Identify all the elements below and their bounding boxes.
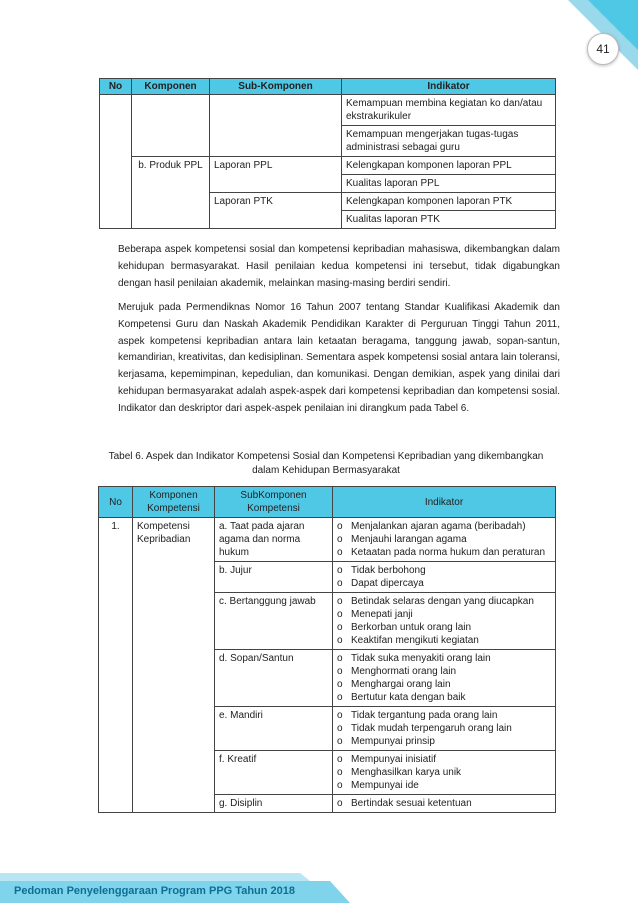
cell-subkomponen: f. Kreatif (215, 751, 333, 795)
indicator-item: o Berkorban untuk orang lain (337, 621, 551, 634)
indicator-item: o Menghormati orang lain (337, 665, 551, 678)
indicator-list (337, 709, 551, 748)
cell-indikator: Kemampuan membina kegiatan ko dan/atau ekstrakurikuler (342, 95, 556, 126)
footer-title: Pedoman Penyelenggaraan Program PPG Tahun 2018 (14, 885, 295, 897)
indicator-list (337, 652, 551, 704)
indicator-list (337, 520, 551, 559)
indicator-list (337, 564, 551, 590)
table-header-row (100, 79, 556, 95)
cell-subkomponen: d. Sopan/Santun (215, 650, 333, 707)
cell-sub-komponen (210, 95, 342, 157)
indicator-item: o Menghasilkan karya unik (337, 766, 551, 779)
indicator-item: o Tidak mudah terpengaruh orang lain (337, 722, 551, 735)
indicator-item: o Keaktifan mengikuti kegiatan (337, 634, 551, 647)
header-indikator: Indikator (333, 487, 556, 518)
cell-indikator (333, 707, 556, 751)
indicator-item: o Tidak suka menyakiti orang lain (337, 652, 551, 665)
cell-indikator (333, 562, 556, 593)
cell-sub-laporan-ptk: Laporan PTK (210, 193, 342, 229)
indicator-item: o Menghargai orang lain (337, 678, 551, 691)
cell-no (100, 95, 132, 229)
cell-indikator: Kualitas laporan PTK (342, 211, 556, 229)
indicator-item: o Menjalankan ajaran agama (beribadah) (337, 520, 551, 533)
cell-indikator: Kemampuan mengerjakan tugas-tugas administrasi sebagai guru (342, 126, 556, 157)
table-caption (86, 450, 566, 478)
header-no: No (99, 487, 133, 518)
header-komponen-kompetensi: Komponen Kompetensi (133, 487, 215, 518)
cell-subkomponen: b. Jujur (215, 562, 333, 593)
table-components (99, 78, 556, 229)
indicator-list (337, 595, 551, 647)
cell-indikator (333, 593, 556, 650)
indicator-list (337, 753, 551, 792)
cell-indikator: Kualitas laporan PPL (342, 175, 556, 193)
paragraph-intro: Beberapa aspek kompetensi sosial dan kompetensi kepribadian mahasiswa, dikembangkan dalam kehidupan bermasyarakat. Hasil penilaian kedua kompetensi ini tersebut, tidak digabungkan dengan hasil penilaian akademik, melainkan masing-masing berdiri sendiri. (118, 244, 560, 289)
cell-komponen (132, 95, 210, 157)
indicator-item: o Ketaatan pada norma hukum dan peraturan (337, 546, 551, 559)
indicator-item: o Dapat dipercaya (337, 577, 551, 590)
indicator-item: o Tidak tergantung pada orang lain (337, 709, 551, 722)
caption-line-2: dalam Kehidupan Bermasyarakat (252, 465, 400, 476)
indicator-item: o Mempunyai ide (337, 779, 551, 792)
cell-indikator (333, 751, 556, 795)
indicator-item: o Betindak selaras dengan yang diucapkan (337, 595, 551, 608)
table-header-row (99, 487, 556, 518)
table-row (99, 518, 556, 562)
header-sub-komponen: Sub-Komponen (210, 79, 342, 95)
indicator-item: o Menepati janji (337, 608, 551, 621)
indicator-list (337, 797, 551, 810)
cell-subkomponen: e. Mandiri (215, 707, 333, 751)
paragraph-reference: Merujuk pada Permendiknas Nomor 16 Tahun 2007 tentang Standar Kualifikasi Akademik dan Kompetensi Guru dan Naskah Akademik Pendidikan Karakter di Perguruan Tinggi Tahun 2011, aspek kompetensi kepribadian antara lain ketaatan beragama, tanggung jawab, sopan-santun, kemandirian, kreativitas, dan kedisiplinan. Sementara aspek kompetensi sosial antara lain toleransi, kerjasama, kepemimpinan, kepedulian, dan komunikasi. Dengan demikian, aspek yang dinilai dari kehidupan bermasyarakat adalah aspek-aspek dari kompetensi kepribadian dan kompetensi sosial. Indikator dan deskriptor dari aspek-aspek penilaian ini dirangkum pada Tabel 6. (118, 302, 560, 414)
cell-indikator (333, 518, 556, 562)
cell-indikator: Kelengkapan komponen laporan PPL (342, 157, 556, 175)
header-subkomponen-kompetensi: SubKomponen Kompetensi (215, 487, 333, 518)
indicator-item: o Mempunyai prinsip (337, 735, 551, 748)
indicator-item: o Menjauhi larangan agama (337, 533, 551, 546)
indicator-item: o Bertutur kata dengan baik (337, 691, 551, 704)
cell-subkomponen: a. Taat pada ajaran agama dan norma hukum (215, 518, 333, 562)
header-no: No (100, 79, 132, 95)
header-indikator: Indikator (342, 79, 556, 95)
caption-line-1: Tabel 6. Aspek dan Indikator Kompetensi Sosial dan Kompetensi Kepribadian yang dikembangkan (108, 451, 544, 462)
header-komponen: Komponen (132, 79, 210, 95)
indicator-item: o Tidak berbohong (337, 564, 551, 577)
cell-no: 1. (99, 518, 133, 813)
cell-indikator (333, 650, 556, 707)
page-number: 41 (587, 33, 619, 65)
indicator-item: o Bertindak sesuai ketentuan (337, 797, 551, 810)
cell-komponen-produk-ppl: b. Produk PPL (132, 157, 210, 229)
table-row (100, 95, 556, 126)
table-6 (98, 486, 556, 813)
indicator-item: o Mempunyai inisiatif (337, 753, 551, 766)
cell-subkomponen: c. Bertanggung jawab (215, 593, 333, 650)
cell-subkomponen: g. Disiplin (215, 795, 333, 813)
cell-indikator (333, 795, 556, 813)
cell-sub-laporan-ppl: Laporan PPL (210, 157, 342, 193)
cell-indikator: Kelengkapan komponen laporan PTK (342, 193, 556, 211)
table-row (100, 157, 556, 175)
cell-komponen-kompetensi: Kompetensi Kepribadian (133, 518, 215, 813)
